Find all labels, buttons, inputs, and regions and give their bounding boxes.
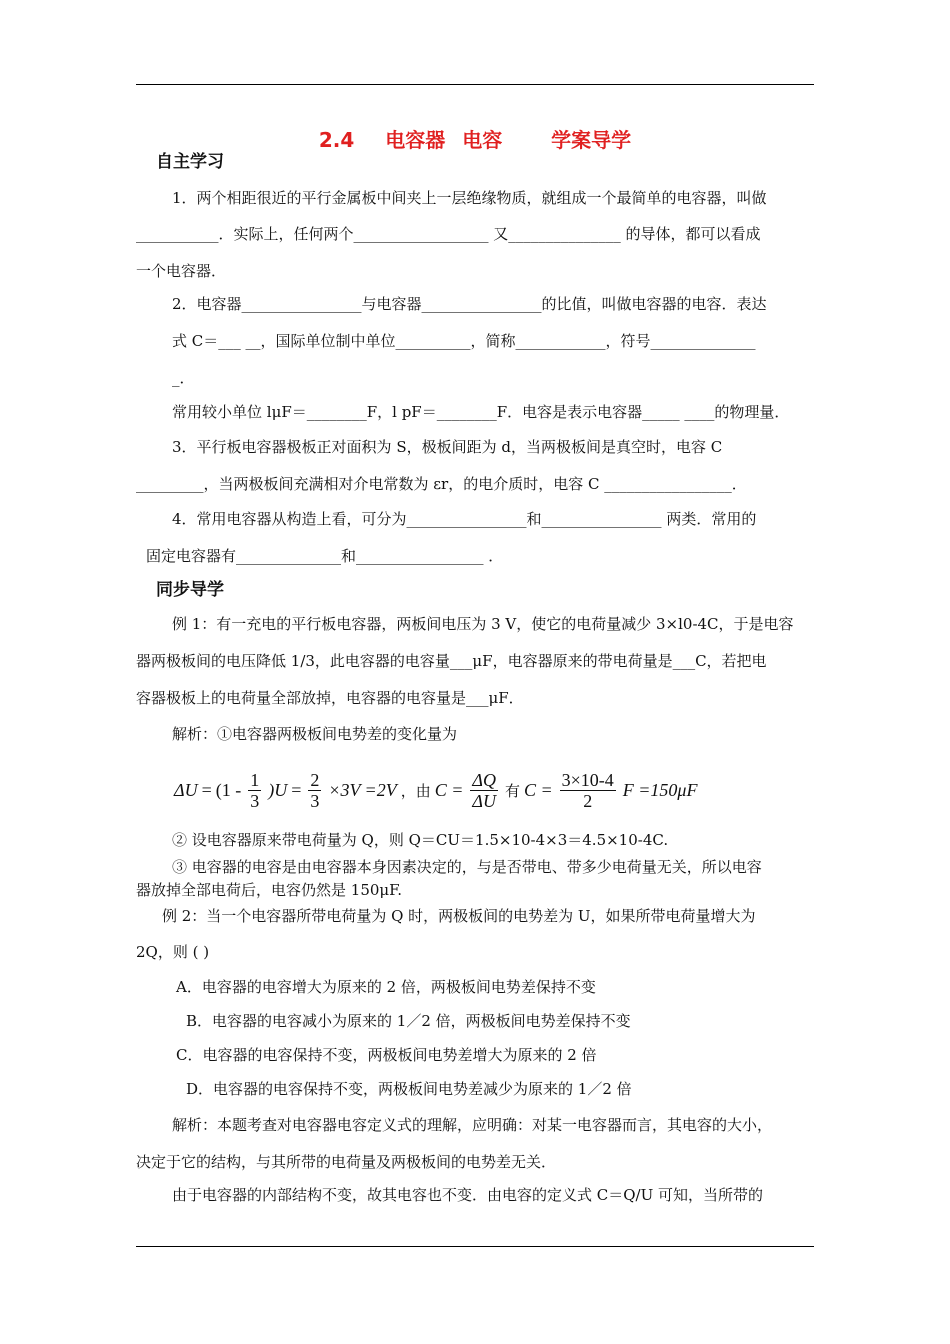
bottom-rule — [136, 1246, 814, 1247]
ex1-line3: 容器极板上的电荷量全部放掉，电容器的电容量是___μF． — [136, 689, 524, 707]
formula-delta-u: ΔU — [174, 780, 198, 800]
formula-twothirds-fraction — [308, 770, 321, 811]
analysis1-intro: 解析：①电容器两极板间电势差的变化量为 — [172, 725, 458, 743]
q2-line3: _． — [172, 369, 195, 387]
q2-line2: 式 C＝___ __，国际单位制中单位__________，简称____________，符号______________ — [172, 332, 756, 350]
formula-by: ，由 — [400, 782, 431, 800]
title-part2: 电容 — [462, 128, 503, 152]
formula-result: F =150μF — [622, 780, 698, 800]
q1-line3: 一个电容器． — [136, 262, 227, 280]
formula-have: 有 — [504, 782, 520, 800]
ex1-line2: 器两极板间的电压降低 1/3，此电容器的电容量___μF，电容器原来的带电荷量是___C，若把电 — [136, 652, 767, 670]
formula-twothirds-denominator: 3 — [310, 791, 320, 811]
analysis1-step3-line2: 器放掉全部电荷后，电容仍然是 150μF. — [136, 881, 402, 899]
q1-line2: ___________．实际上，任何两个__________________ 又_______________ 的导体，都可以看成 — [136, 225, 761, 243]
formula-c-eq: C = — [434, 780, 464, 800]
q4-line2: 固定电容器有______________和_________________ ． — [146, 547, 504, 565]
formula-u-close: )U — [268, 780, 288, 800]
formula-third-denominator: 3 — [250, 791, 260, 811]
formula-du: ΔU — [472, 791, 496, 811]
ex2-line1: 例 2：当一个电容器所带电荷量为 Q 时，两极板间的电势差为 U，如果所带电荷量增大为 — [162, 907, 756, 925]
formula-row — [174, 770, 697, 811]
formula-third-fraction — [248, 770, 261, 811]
title-part1: 电容器 — [385, 128, 446, 152]
analysis2-line2: 决定于它的结构，与其所带的电荷量及两极板间的电势差无关． — [136, 1153, 557, 1171]
analysis2-line1: 解析：本题考查对电容器电容定义式的理解，应明确：对某一电容器而言，其电容的大小， — [172, 1116, 773, 1134]
ex1-line1: 例 1：有一充电的平行板电容器，两板间电压为 3 V，使它的电荷量减少 3×l0-4C，于是电容 — [172, 615, 794, 633]
formula-eq3: =2V — [364, 780, 397, 800]
q2-line4: 常用较小单位 lμF＝________F，l pF＝________F．电容是表示电容器_____ ____的物理量． — [172, 403, 790, 421]
option-b: B．电容器的电容减小为原来的 1／2 倍，两极板间电势差保持不变 — [186, 1012, 631, 1030]
formula-value-numerator: 3×10-4 — [561, 770, 614, 790]
analysis2-line3: 由于电容器的内部结构不变，故其电容也不变．由电容的定义式 C＝Q/U 可知，当所带的 — [172, 1186, 764, 1204]
analysis1-step3-line1: ③ 电容器的电容是由电容器本身因素决定的，与是否带电、带多少电荷量无关，所以电容 — [172, 858, 762, 876]
option-d: D．电容器的电容保持不变，两极板间电势差减少为原来的 1／2 倍 — [186, 1080, 632, 1098]
formula-dq-du-fraction — [470, 770, 498, 811]
q3-line2: _________，当两极板间充满相对介电常数为 εr，的电介质时，电容 C _________________． — [136, 475, 747, 493]
formula-c-eq2: C = — [523, 780, 553, 800]
q1-line1: 1．两个相距很近的平行金属板中间夹上一层绝缘物质，就组成一个最简单的电容器，叫做 — [172, 189, 767, 207]
q4-line1: 4．常用电容器从构造上看，可分为________________和________________ 两类．常用的 — [172, 510, 757, 528]
formula-eq: = — [201, 780, 212, 800]
option-c: C．电容器的电容保持不变，两极板间电势差增大为原来的 2 倍 — [176, 1046, 597, 1064]
q3-line1: 3．平行板电容器极板正对面积为 S，极板间距为 d，当两极板间是真空时，电容 C — [172, 438, 723, 456]
top-rule — [136, 84, 814, 85]
ex2-line2: 2Q，则 ( ) — [136, 943, 210, 961]
title-part3: 学案导学 — [551, 128, 632, 152]
option-a: A．电容器的电容增大为原来的 2 倍，两极板间电势差保持不变 — [176, 978, 596, 996]
formula-value-denominator: 2 — [583, 791, 593, 811]
section-heading-sync-guide: 同步导学 — [156, 580, 224, 600]
analysis1-step2: ② 设电容器原来带电荷量为 Q，则 Q＝CU＝1.5×10-4×3＝4.5×10-4C. — [172, 831, 669, 849]
q2-line1: 2．电容器________________与电容器________________的比值，叫做电容器的电容．表达 — [172, 295, 767, 313]
formula-dq: ΔQ — [472, 770, 496, 790]
formula-one-minus: (1 - — [215, 780, 242, 800]
formula-third-numerator: 1 — [250, 770, 260, 790]
formula-times-3v: ×3V — [328, 780, 361, 800]
formula-value-fraction — [560, 770, 616, 811]
formula-eq2: = — [291, 780, 302, 800]
formula-twothirds-numerator: 2 — [310, 770, 320, 790]
section-heading-self-study: 自主学习 — [156, 152, 224, 172]
title-number: 2.4 — [318, 128, 355, 152]
page-title — [0, 124, 950, 153]
